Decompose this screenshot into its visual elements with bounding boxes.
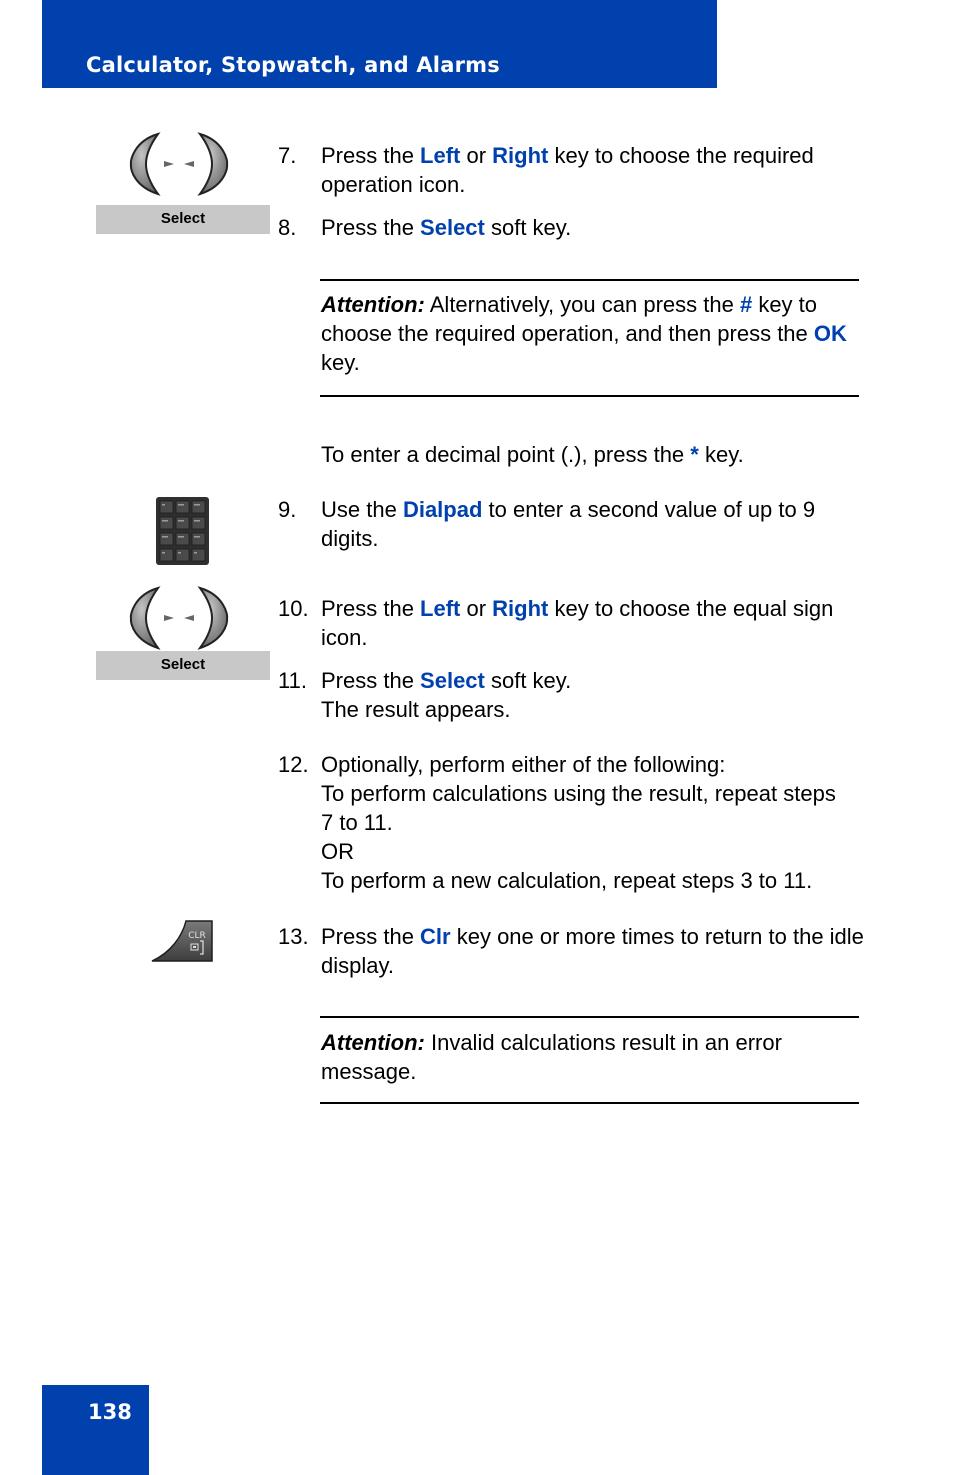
step-text [321, 666, 877, 724]
text: Invalid calculations result in an error message. [321, 1030, 782, 1084]
keyword-dialpad: Dialpad [402, 497, 483, 522]
left-right-navigation-keys-icon [128, 585, 230, 651]
text: soft key. [484, 668, 572, 693]
attention-note [321, 1028, 861, 1086]
left-right-navigation-keys-icon [128, 131, 230, 197]
step-text [321, 141, 877, 199]
keyword-clr: Clr [420, 924, 451, 949]
text: Optionally, perform either of the following: [321, 752, 726, 777]
text: Use the [321, 497, 403, 522]
page-number: 138 [88, 1400, 132, 1424]
text: key. [698, 442, 744, 467]
decimal-note [321, 440, 881, 469]
step-text [321, 213, 877, 242]
section-title: Calculator, Stopwatch, and Alarms [86, 53, 500, 77]
keyword-right: Right [492, 596, 549, 621]
text: key. [321, 350, 360, 375]
dialpad-icon [156, 497, 209, 565]
keyword-right: Right [492, 143, 549, 168]
text: Press the [321, 143, 421, 168]
clr-key-label: CLR [188, 931, 206, 941]
text: key to choose the equal sign icon. [321, 596, 834, 650]
footer-page-tab [42, 1385, 149, 1475]
keyword-left: Left [420, 596, 461, 621]
text: to enter a second value of up to 9 digits. [321, 497, 816, 551]
text: Press the [321, 924, 421, 949]
clr-key-icon [150, 919, 214, 963]
text: To perform calculations using the result, repeat steps 7 to 11. [321, 781, 836, 835]
text: OR [321, 839, 354, 864]
text: soft key. [484, 215, 572, 240]
text: key one or more times to return to the idle display. [321, 924, 864, 978]
step-text [321, 594, 877, 652]
keyword-hash: # [739, 292, 753, 317]
text: Press the [321, 215, 421, 240]
attention-rule-top [320, 1016, 859, 1018]
text: Press the [321, 668, 421, 693]
text: Alternatively, you can press the [424, 292, 740, 317]
attention-rule-top [320, 279, 859, 281]
step-text [321, 495, 877, 553]
step-number: 7. [278, 143, 297, 168]
keyword-left: Left [420, 143, 461, 168]
step-number: 13. [278, 924, 309, 949]
step-text [321, 922, 877, 980]
text: key to choose the required operation, and then press the [321, 292, 818, 346]
step-number: 10. [278, 596, 309, 621]
text: or [460, 596, 493, 621]
keyword-select: Select [420, 668, 485, 693]
attention-label: Attention: [321, 1030, 425, 1055]
text: key to choose the required operation icon. [321, 143, 814, 197]
result-text: The result appears. [321, 697, 511, 722]
keyword-star: * [690, 442, 699, 467]
step-number: 12. [278, 752, 309, 777]
step-number: 9. [278, 497, 297, 522]
text: Press the [321, 596, 421, 621]
attention-label: Attention: [321, 292, 425, 317]
select-soft-key-icon: Select [96, 205, 270, 234]
select-soft-key-icon: Select [96, 651, 270, 680]
text: or [460, 143, 493, 168]
keyword-ok: OK [813, 321, 847, 346]
attention-rule-bottom [320, 395, 859, 397]
attention-note [321, 290, 866, 377]
keyword-select: Select [420, 215, 485, 240]
step-number: 8. [278, 215, 297, 240]
text: To enter a decimal point (.), press the [321, 442, 691, 467]
attention-rule-bottom [320, 1102, 859, 1104]
step-number: 11. [278, 668, 307, 693]
text: To perform a new calculation, repeat steps 3 to 11. [321, 868, 813, 893]
step-text [321, 750, 877, 895]
header-bar [42, 0, 717, 88]
